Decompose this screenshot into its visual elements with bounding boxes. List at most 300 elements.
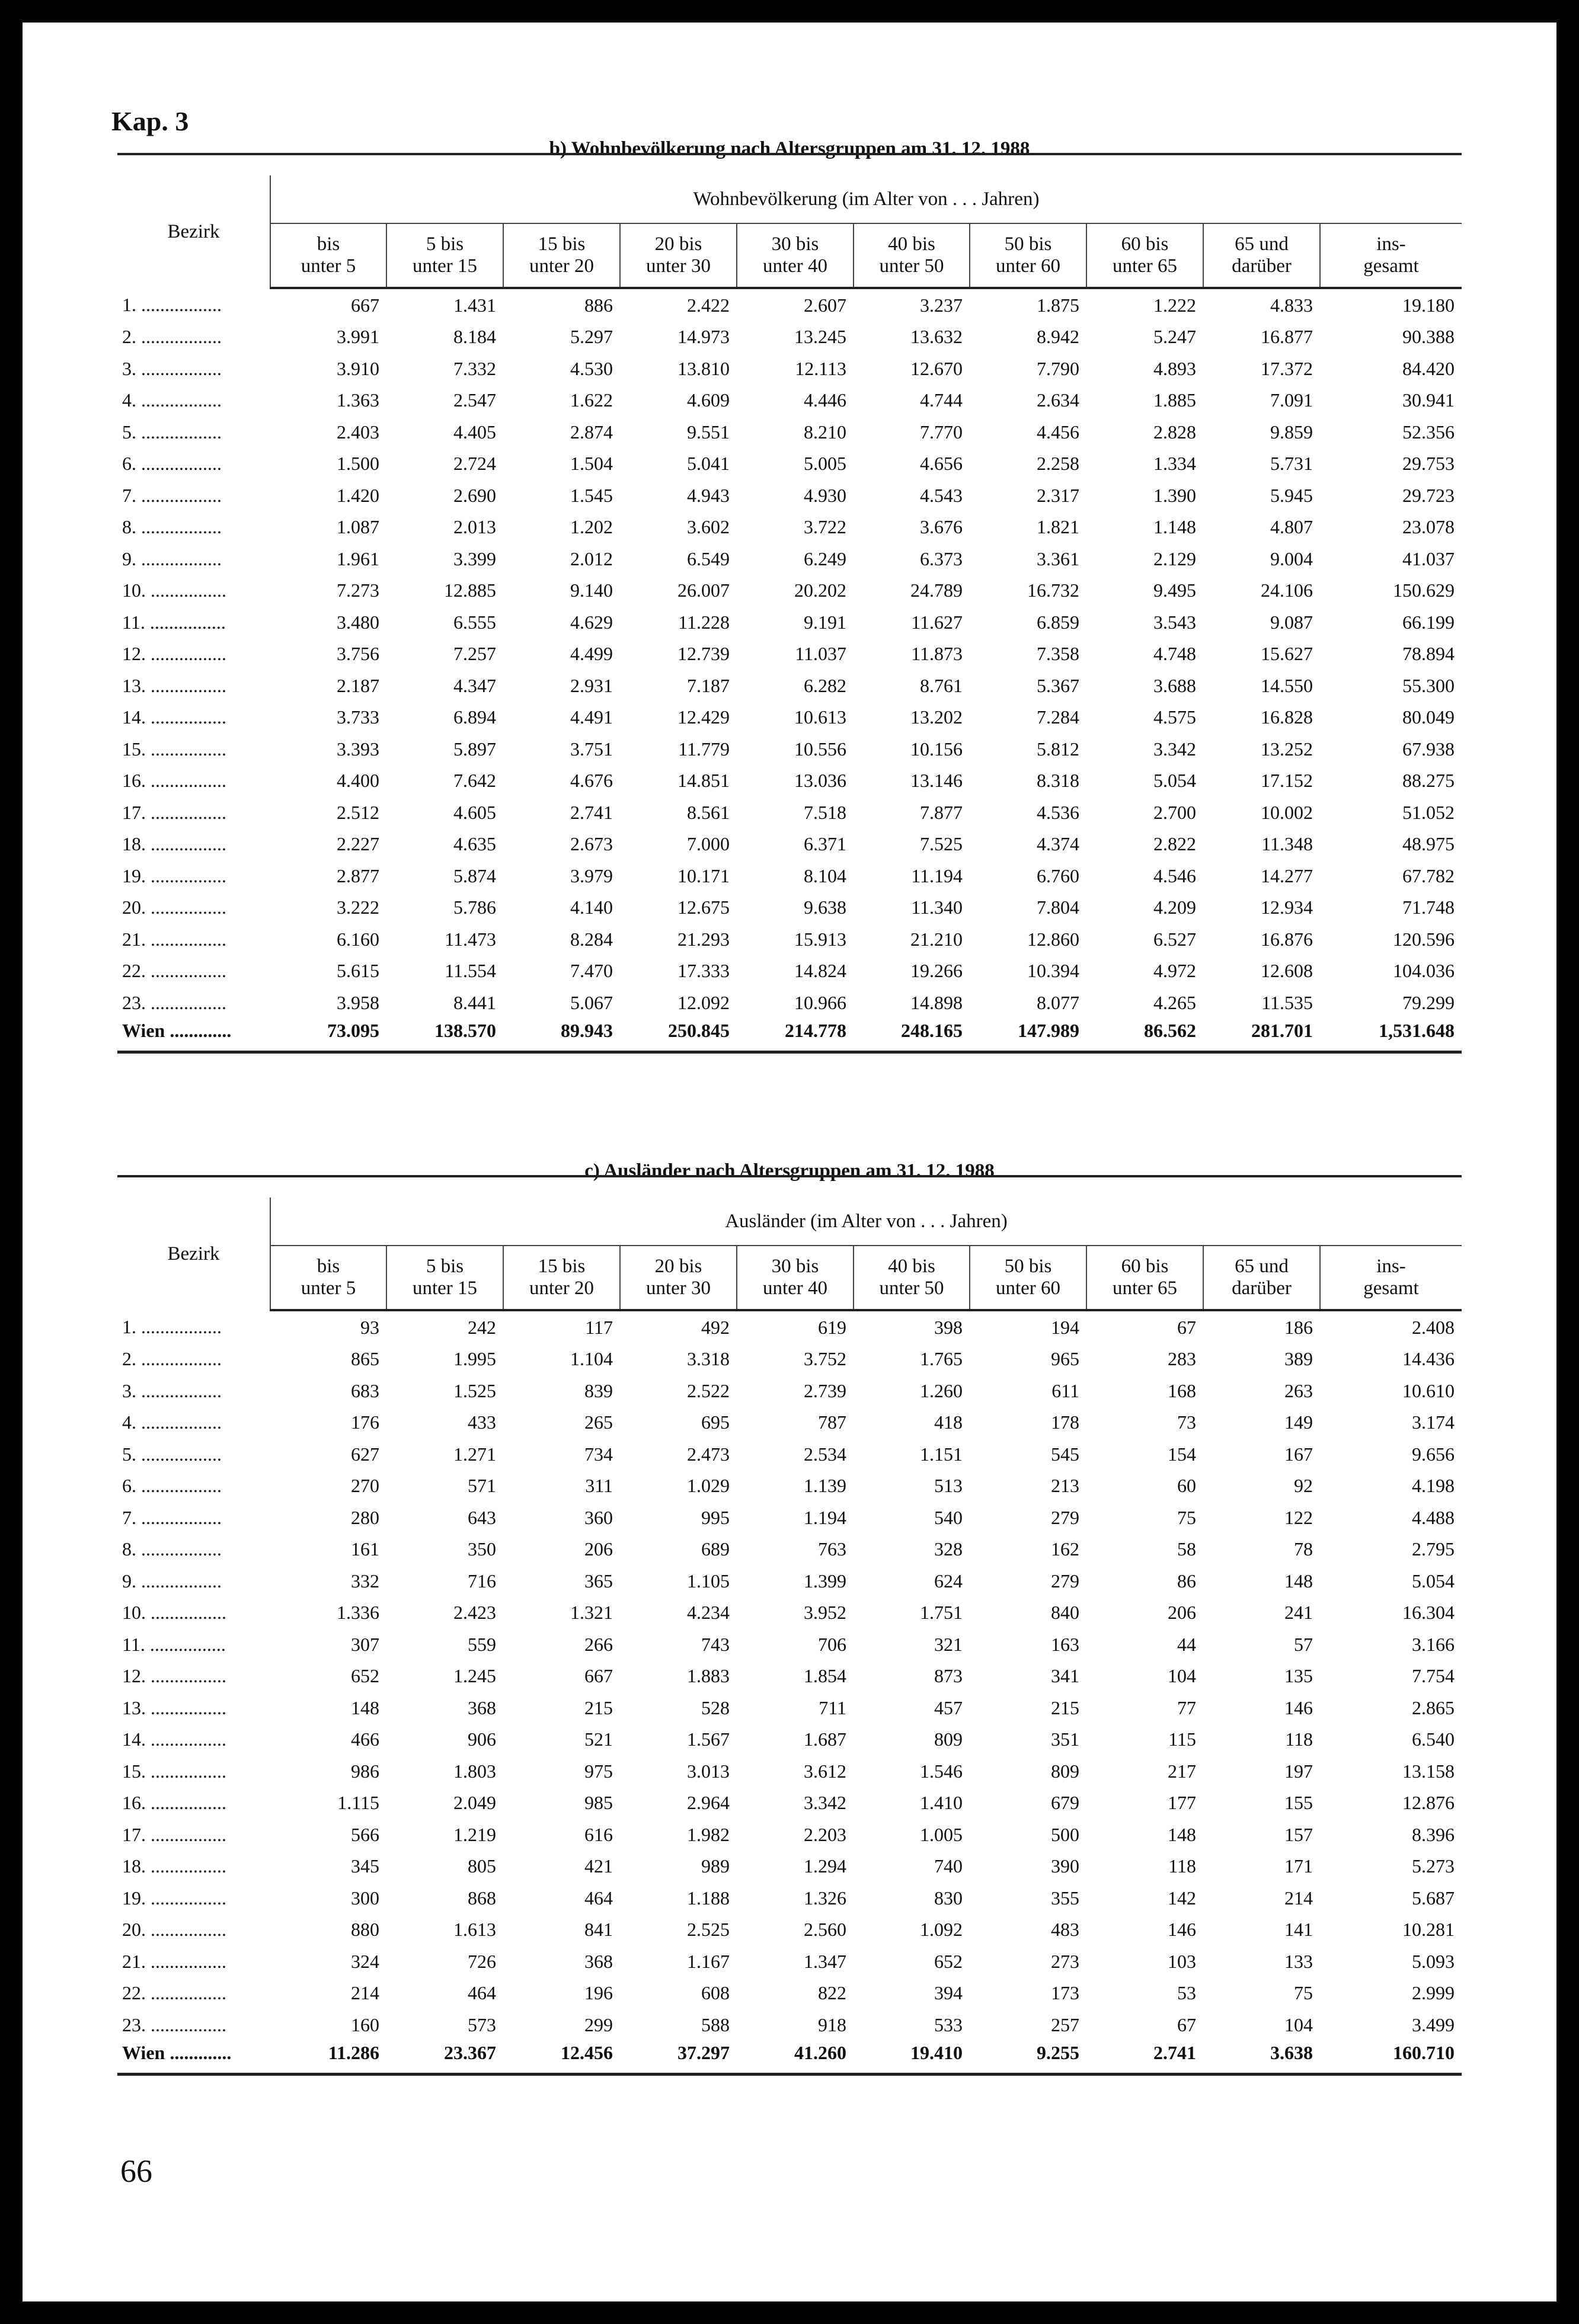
table-cell: 1.765 — [920, 1348, 963, 1370]
table-cell: 1.613 — [453, 1919, 496, 1941]
table-cell: 2.999 — [1412, 1982, 1455, 2004]
table-row — [117, 1819, 1462, 1851]
table-row — [117, 1407, 1462, 1439]
table-cell: 8.210 — [804, 421, 846, 443]
table-cell: 41.260 — [737, 2041, 854, 2075]
table-row — [117, 1597, 1462, 1629]
table-cell: 11.473 — [445, 928, 496, 950]
row-label: 17. ................ — [122, 1823, 226, 1845]
table-row — [117, 1692, 1462, 1724]
table-cell: 679 — [1051, 1792, 1079, 1814]
table-cell: 52.356 — [1402, 421, 1455, 443]
table-cell: 1.194 — [804, 1506, 846, 1528]
table-cell: 168 — [1168, 1379, 1196, 1401]
table-cell: 2.258 — [1037, 453, 1079, 475]
table-cell: 279 — [1051, 1570, 1079, 1592]
table-row — [117, 1470, 1462, 1502]
table-cell: 13.036 — [794, 770, 846, 792]
table-cell: 3.910 — [337, 357, 379, 379]
table-cell: 7.284 — [1037, 706, 1079, 728]
table-cell: 12.113 — [795, 357, 846, 379]
row-label: 1. ................. — [122, 1315, 222, 1337]
table-cell: 214 — [1284, 1887, 1313, 1909]
table-cell: 4.635 — [453, 833, 496, 855]
table-cell: 559 — [468, 1633, 496, 1655]
table-cell: 6.249 — [804, 548, 846, 569]
table-cell: 1.029 — [687, 1475, 730, 1497]
table-cell: 10.556 — [794, 738, 846, 760]
table-cell: 55.300 — [1402, 674, 1455, 696]
table-cell: 3.399 — [453, 548, 496, 569]
table-cell: 7.257 — [453, 643, 496, 665]
table-cell: 148 — [351, 1696, 379, 1718]
table-cell: 307 — [351, 1633, 379, 1655]
table-cell: 1.202 — [570, 516, 613, 538]
table-cell: 104 — [1168, 1665, 1196, 1687]
table-cell: 160 — [351, 2014, 379, 2035]
row-label: 2. ................. — [122, 326, 222, 348]
table-cell: 6.760 — [1037, 865, 1079, 886]
table-cell: 148 — [1168, 1823, 1196, 1845]
bezirk-header: Bezirk — [117, 1198, 270, 1310]
table-cell: 1.504 — [570, 453, 613, 475]
table-cell: 19.180 — [1402, 294, 1455, 316]
table-cell: 9.638 — [804, 897, 846, 918]
table-cell: 4.209 — [1153, 897, 1196, 918]
table-row — [117, 543, 1462, 575]
table-cell: 14.973 — [677, 326, 730, 348]
table-cell: 14.277 — [1261, 865, 1313, 886]
table-cell: 350 — [468, 1538, 496, 1560]
table-cell: 324 — [351, 1950, 379, 1972]
table-cell: 1.500 — [337, 453, 379, 475]
table-cell: 115 — [1168, 1728, 1196, 1750]
table-cell: 3.688 — [1153, 674, 1196, 696]
table-cell: 4.405 — [453, 421, 496, 443]
table-cell: 389 — [1284, 1348, 1313, 1370]
row-label: 7. ................. — [122, 484, 222, 506]
table-cell: 1.525 — [453, 1379, 496, 1401]
table-cell: 2.013 — [453, 516, 496, 538]
row-label: 9. ................. — [122, 1570, 222, 1592]
column-header: ins- gesamt — [1320, 1246, 1462, 1310]
table-cell: 299 — [584, 2014, 613, 2035]
table-cell: 5.897 — [453, 738, 496, 760]
row-label: 10. ................ — [122, 580, 226, 601]
table-row — [117, 1565, 1462, 1597]
table-cell: 67.938 — [1402, 738, 1455, 760]
table-cell: 250.845 — [620, 1019, 737, 1052]
table-cell: 10.281 — [1402, 1919, 1455, 1941]
row-label: 17. ................ — [122, 801, 226, 823]
table-cell: 571 — [468, 1475, 496, 1497]
table-cell: 540 — [934, 1506, 963, 1528]
table-cell: 2.634 — [1037, 389, 1079, 411]
table-cell: 11.286 — [270, 2041, 386, 2075]
table-b-caption: b) Wohnbevölkerung nach Altersgruppen am 31. 12. 1988 — [549, 138, 1030, 159]
table-cell: 8.077 — [1037, 991, 1079, 1013]
table-cell: 89.943 — [503, 1019, 620, 1052]
table-cell: 13.146 — [910, 770, 963, 792]
table-cell: 270 — [351, 1475, 379, 1497]
row-label: 6. ................. — [122, 453, 222, 475]
table-cell: 10.171 — [677, 865, 730, 886]
table-cell: 328 — [934, 1538, 963, 1560]
table-cell: 13.202 — [910, 706, 963, 728]
table-cell: 9.551 — [687, 421, 730, 443]
table-row — [117, 1977, 1462, 2009]
table-cell: 1.104 — [570, 1348, 613, 1370]
table-cell: 10.156 — [910, 738, 963, 760]
table-cell: 146 — [1168, 1919, 1196, 1941]
table-cell: 4.488 — [1412, 1506, 1455, 1528]
table-cell: 176 — [351, 1411, 379, 1433]
table-cell: 12.456 — [503, 2041, 620, 2075]
table-cell: 13.158 — [1402, 1760, 1455, 1782]
table-cell: 155 — [1284, 1792, 1313, 1814]
table-row — [117, 353, 1462, 385]
table-cell: 433 — [468, 1411, 496, 1433]
table-cell: 2.724 — [453, 453, 496, 475]
table-cell: 3.480 — [337, 611, 379, 633]
table-cell: 4.807 — [1270, 516, 1313, 538]
table-cell: 16.732 — [1027, 580, 1079, 601]
table-cell: 4.575 — [1153, 706, 1196, 728]
table-cell: 2.525 — [687, 1919, 730, 1941]
table-cell: 667 — [584, 1665, 613, 1687]
table-cell: 215 — [1051, 1696, 1079, 1718]
table-cell: 2.741 — [570, 801, 613, 823]
table-cell: 167 — [1284, 1443, 1313, 1465]
table-cell: 1.294 — [804, 1855, 846, 1877]
table-cell: 394 — [934, 1982, 963, 2004]
table-row — [117, 638, 1462, 670]
table-cell: 2.534 — [804, 1443, 846, 1465]
table-cell: 652 — [934, 1950, 963, 1972]
table-cell: 3.638 — [1203, 2041, 1320, 2075]
table-cell: 67 — [1177, 1316, 1196, 1338]
table-cell: 8.561 — [687, 801, 730, 823]
table-cell: 160.710 — [1320, 2041, 1462, 2075]
table-cell: 29.753 — [1402, 453, 1455, 475]
table-cell: 6.160 — [337, 928, 379, 950]
table-cell: 4.530 — [570, 357, 613, 379]
table-cell: 6.282 — [804, 674, 846, 696]
table-cell: 4.943 — [687, 484, 730, 506]
table-cell: 122 — [1284, 1506, 1313, 1528]
table-cell: 11.554 — [445, 960, 496, 982]
table-cell: 154 — [1168, 1443, 1196, 1465]
table-cell: 9.140 — [570, 580, 613, 601]
table-cell: 75 — [1294, 1982, 1313, 2004]
table-cell: 611 — [1051, 1379, 1079, 1401]
table-cell: 2.423 — [453, 1602, 496, 1624]
table-cell: 150.629 — [1393, 580, 1455, 601]
table-cell: 3.342 — [804, 1792, 846, 1814]
table-row — [117, 860, 1462, 892]
table-cell: 138.570 — [386, 1019, 503, 1052]
table-cell: 500 — [1051, 1823, 1079, 1845]
table-cell: 4.893 — [1153, 357, 1196, 379]
table-cell: 1.260 — [920, 1379, 963, 1401]
table-cell: 1.245 — [453, 1665, 496, 1687]
table-cell: 1.321 — [570, 1602, 613, 1624]
table-cell: 12.675 — [677, 897, 730, 918]
row-label: 18. ................ — [122, 833, 226, 855]
table-cell: 215 — [584, 1696, 613, 1718]
table-cell: 521 — [584, 1728, 613, 1750]
row-label: 12. ................ — [122, 643, 226, 665]
column-header: bis unter 5 — [270, 223, 386, 288]
table-row — [117, 702, 1462, 734]
table-cell: 11.627 — [911, 611, 963, 633]
table-cell: 464 — [468, 1982, 496, 2004]
table-cell: 2.203 — [804, 1823, 846, 1845]
table-cell: 15.627 — [1261, 643, 1313, 665]
table-cell: 3.393 — [337, 738, 379, 760]
table-cell: 16.304 — [1402, 1602, 1455, 1624]
table-cell: 14.550 — [1261, 674, 1313, 696]
table-cell: 196 — [584, 1982, 613, 2004]
table-cell: 1.545 — [570, 484, 613, 506]
column-header: 5 bis unter 15 — [386, 223, 503, 288]
table-cell: 321 — [934, 1633, 963, 1655]
table-cell: 706 — [818, 1633, 846, 1655]
table-cell: 716 — [468, 1570, 496, 1592]
table-cell: 3.612 — [804, 1760, 846, 1782]
table-cell: 80.049 — [1402, 706, 1455, 728]
table-cell: 1.336 — [337, 1602, 379, 1624]
row-label: 21. ................ — [122, 928, 226, 950]
row-label: Wien ............. — [117, 2041, 270, 2075]
table-cell: 4.656 — [920, 453, 963, 475]
table-cell: 177 — [1168, 1792, 1196, 1814]
row-label: 13. ................ — [122, 1696, 226, 1718]
table-cell: 3.752 — [804, 1348, 846, 1370]
row-label: 21. ................ — [122, 1950, 226, 1972]
table-cell: 149 — [1284, 1411, 1313, 1433]
table-cell: 830 — [934, 1887, 963, 1909]
table-cell: 283 — [1168, 1348, 1196, 1370]
table-cell: 7.790 — [1037, 357, 1079, 379]
table-row — [117, 321, 1462, 353]
table-cell: 23.078 — [1402, 516, 1455, 538]
table-cell: 2.522 — [687, 1379, 730, 1401]
table-row — [117, 796, 1462, 828]
table-row — [117, 828, 1462, 860]
table-cell: 5.041 — [687, 453, 730, 475]
table-cell: 643 — [468, 1506, 496, 1528]
table-cell: 2.227 — [337, 833, 379, 855]
table-cell: 841 — [584, 1919, 613, 1941]
table-cell: 7.518 — [804, 801, 846, 823]
table-cell: 2.877 — [337, 865, 379, 886]
table-cell: 6.549 — [687, 548, 730, 569]
table-cell: 2.129 — [1153, 548, 1196, 569]
table-cell: 10.966 — [794, 991, 846, 1013]
table-cell: 624 — [934, 1570, 963, 1592]
table-cell: 965 — [1051, 1348, 1079, 1370]
table-cell: 6.371 — [804, 833, 846, 855]
table-cell: 4.748 — [1153, 643, 1196, 665]
table-cell: 1.347 — [804, 1950, 846, 1972]
table-cell: 1.092 — [920, 1919, 963, 1941]
table-cell: 689 — [701, 1538, 730, 1560]
table-cell: 1.219 — [453, 1823, 496, 1845]
table-cell: 1.410 — [920, 1792, 963, 1814]
table-cell: 2.741 — [1086, 2041, 1203, 2075]
table-cell: 3.342 — [1153, 738, 1196, 760]
column-header: 65 und darüber — [1203, 223, 1320, 288]
table-cell: 1.961 — [337, 548, 379, 569]
table-cell: 9.656 — [1412, 1443, 1455, 1465]
table-cell: 1.995 — [453, 1348, 496, 1370]
table-cell: 3.991 — [337, 326, 379, 348]
table-cell: 104.036 — [1393, 960, 1455, 982]
table-row — [117, 1882, 1462, 1914]
bezirk-header: Bezirk — [117, 175, 270, 288]
table-row — [117, 733, 1462, 765]
table-cell: 4.265 — [1153, 991, 1196, 1013]
table-cell: 3.543 — [1153, 611, 1196, 633]
table-cell: 5.067 — [570, 991, 613, 1013]
table-cell: 740 — [934, 1855, 963, 1877]
table-cell: 4.446 — [804, 389, 846, 411]
table-cell: 10.610 — [1402, 1379, 1455, 1401]
table-wohnbevoelkerung — [117, 153, 1462, 1054]
table-cell: 79.299 — [1402, 991, 1455, 1013]
table-cell: 734 — [584, 1443, 613, 1465]
table-cell: 2.403 — [337, 421, 379, 443]
table-cell: 311 — [585, 1475, 613, 1497]
table-cell: 86 — [1177, 1570, 1196, 1592]
table-cell: 93 — [360, 1316, 379, 1338]
row-label: 14. ................ — [122, 1728, 226, 1750]
table-cell: 118 — [1285, 1728, 1313, 1750]
table-row — [117, 511, 1462, 543]
table-cell: 985 — [584, 1792, 613, 1814]
table-cell: 118 — [1168, 1855, 1196, 1877]
table-cell: 345 — [351, 1855, 379, 1877]
table-cell: 683 — [351, 1379, 379, 1401]
table-cell: 4.609 — [687, 389, 730, 411]
row-label: 15. ................ — [122, 1760, 226, 1782]
table-cell: 566 — [351, 1823, 379, 1845]
table-cell: 8.396 — [1412, 1823, 1455, 1845]
row-label: 20. ................ — [122, 897, 226, 918]
row-label: 22. ................ — [122, 1982, 226, 2004]
table-cell: 78.894 — [1402, 643, 1455, 665]
table-cell: 194 — [1051, 1316, 1079, 1338]
table-row — [117, 606, 1462, 638]
table-row — [117, 1310, 1462, 1343]
table-cell: 9.191 — [804, 611, 846, 633]
table-cell: 5.093 — [1412, 1950, 1455, 1972]
table-cell: 7.470 — [570, 960, 613, 982]
table-row — [117, 1534, 1462, 1566]
row-label: 11. ................ — [122, 1633, 226, 1655]
table-cell: 8.942 — [1037, 326, 1079, 348]
total-row — [117, 1019, 1462, 1052]
table-cell: 2.822 — [1153, 833, 1196, 855]
table-cell: 300 — [351, 1887, 379, 1909]
table-cell: 29.723 — [1402, 484, 1455, 506]
table-cell: 466 — [351, 1728, 379, 1750]
table-cell: 1.151 — [920, 1443, 963, 1465]
table-cell: 3.751 — [570, 738, 613, 760]
column-header: ins- gesamt — [1320, 223, 1462, 288]
table-cell: 763 — [818, 1538, 846, 1560]
table-cell: 17.333 — [677, 960, 730, 982]
table-cell: 1.005 — [920, 1823, 963, 1845]
table-cell: 135 — [1284, 1665, 1313, 1687]
row-label: 12. ................ — [122, 1665, 226, 1687]
table-row — [117, 2009, 1462, 2041]
table-cell: 37.297 — [620, 2041, 737, 2075]
table-cell: 84.420 — [1402, 357, 1455, 379]
table-cell: 16.877 — [1261, 326, 1313, 348]
table-cell: 51.052 — [1402, 801, 1455, 823]
table-cell: 8.318 — [1037, 770, 1079, 792]
table-row — [117, 1343, 1462, 1375]
table-cell: 3.733 — [337, 706, 379, 728]
table-cell: 2.422 — [687, 294, 730, 316]
table-cell: 2.512 — [337, 801, 379, 823]
table-cell: 21.210 — [910, 928, 963, 950]
table-cell: 2.673 — [570, 833, 613, 855]
table-cell: 1.139 — [804, 1475, 846, 1497]
table-cell: 1.087 — [337, 516, 379, 538]
table-cell: 161 — [351, 1538, 379, 1560]
column-header: bis unter 5 — [270, 1246, 386, 1310]
table-row — [117, 1787, 1462, 1819]
table-cell: 12.429 — [677, 706, 730, 728]
table-cell: 368 — [584, 1950, 613, 1972]
table-cell: 242 — [468, 1316, 496, 1338]
table-c-caption: c) Ausländer nach Altersgruppen am 31. 12. 1988 — [584, 1160, 995, 1182]
table-cell: 822 — [818, 1982, 846, 2004]
table-cell: 280 — [351, 1506, 379, 1528]
table-row — [117, 1375, 1462, 1407]
table-cell: 12.670 — [910, 357, 963, 379]
table-cell: 1.222 — [1153, 294, 1196, 316]
table-row — [117, 1628, 1462, 1660]
table-cell: 986 — [351, 1760, 379, 1782]
table-cell: 2.874 — [570, 421, 613, 443]
table-cell: 12.092 — [677, 991, 730, 1013]
row-label: 8. ................. — [122, 516, 222, 538]
table-cell: 809 — [934, 1728, 963, 1750]
table-row — [117, 987, 1462, 1019]
table-cell: 75 — [1177, 1506, 1196, 1528]
row-label: 7. ................. — [122, 1506, 222, 1528]
table-cell: 368 — [468, 1696, 496, 1718]
table-cell: 7.273 — [337, 580, 379, 601]
table-cell: 4.833 — [1270, 294, 1313, 316]
table-cell: 7.770 — [920, 421, 963, 443]
table-cell: 2.931 — [570, 674, 613, 696]
table-cell: 241 — [1284, 1602, 1313, 1624]
table-cell: 8.284 — [570, 928, 613, 950]
table-cell: 24.106 — [1261, 580, 1313, 601]
row-label: 11. ................ — [122, 611, 226, 633]
table-cell: 12.860 — [1027, 928, 1079, 950]
table-cell: 4.198 — [1412, 1475, 1455, 1497]
row-label: 14. ................ — [122, 706, 226, 728]
table-cell: 341 — [1051, 1665, 1079, 1687]
table-cell: 16.876 — [1261, 928, 1313, 950]
table-cell: 5.731 — [1270, 453, 1313, 475]
